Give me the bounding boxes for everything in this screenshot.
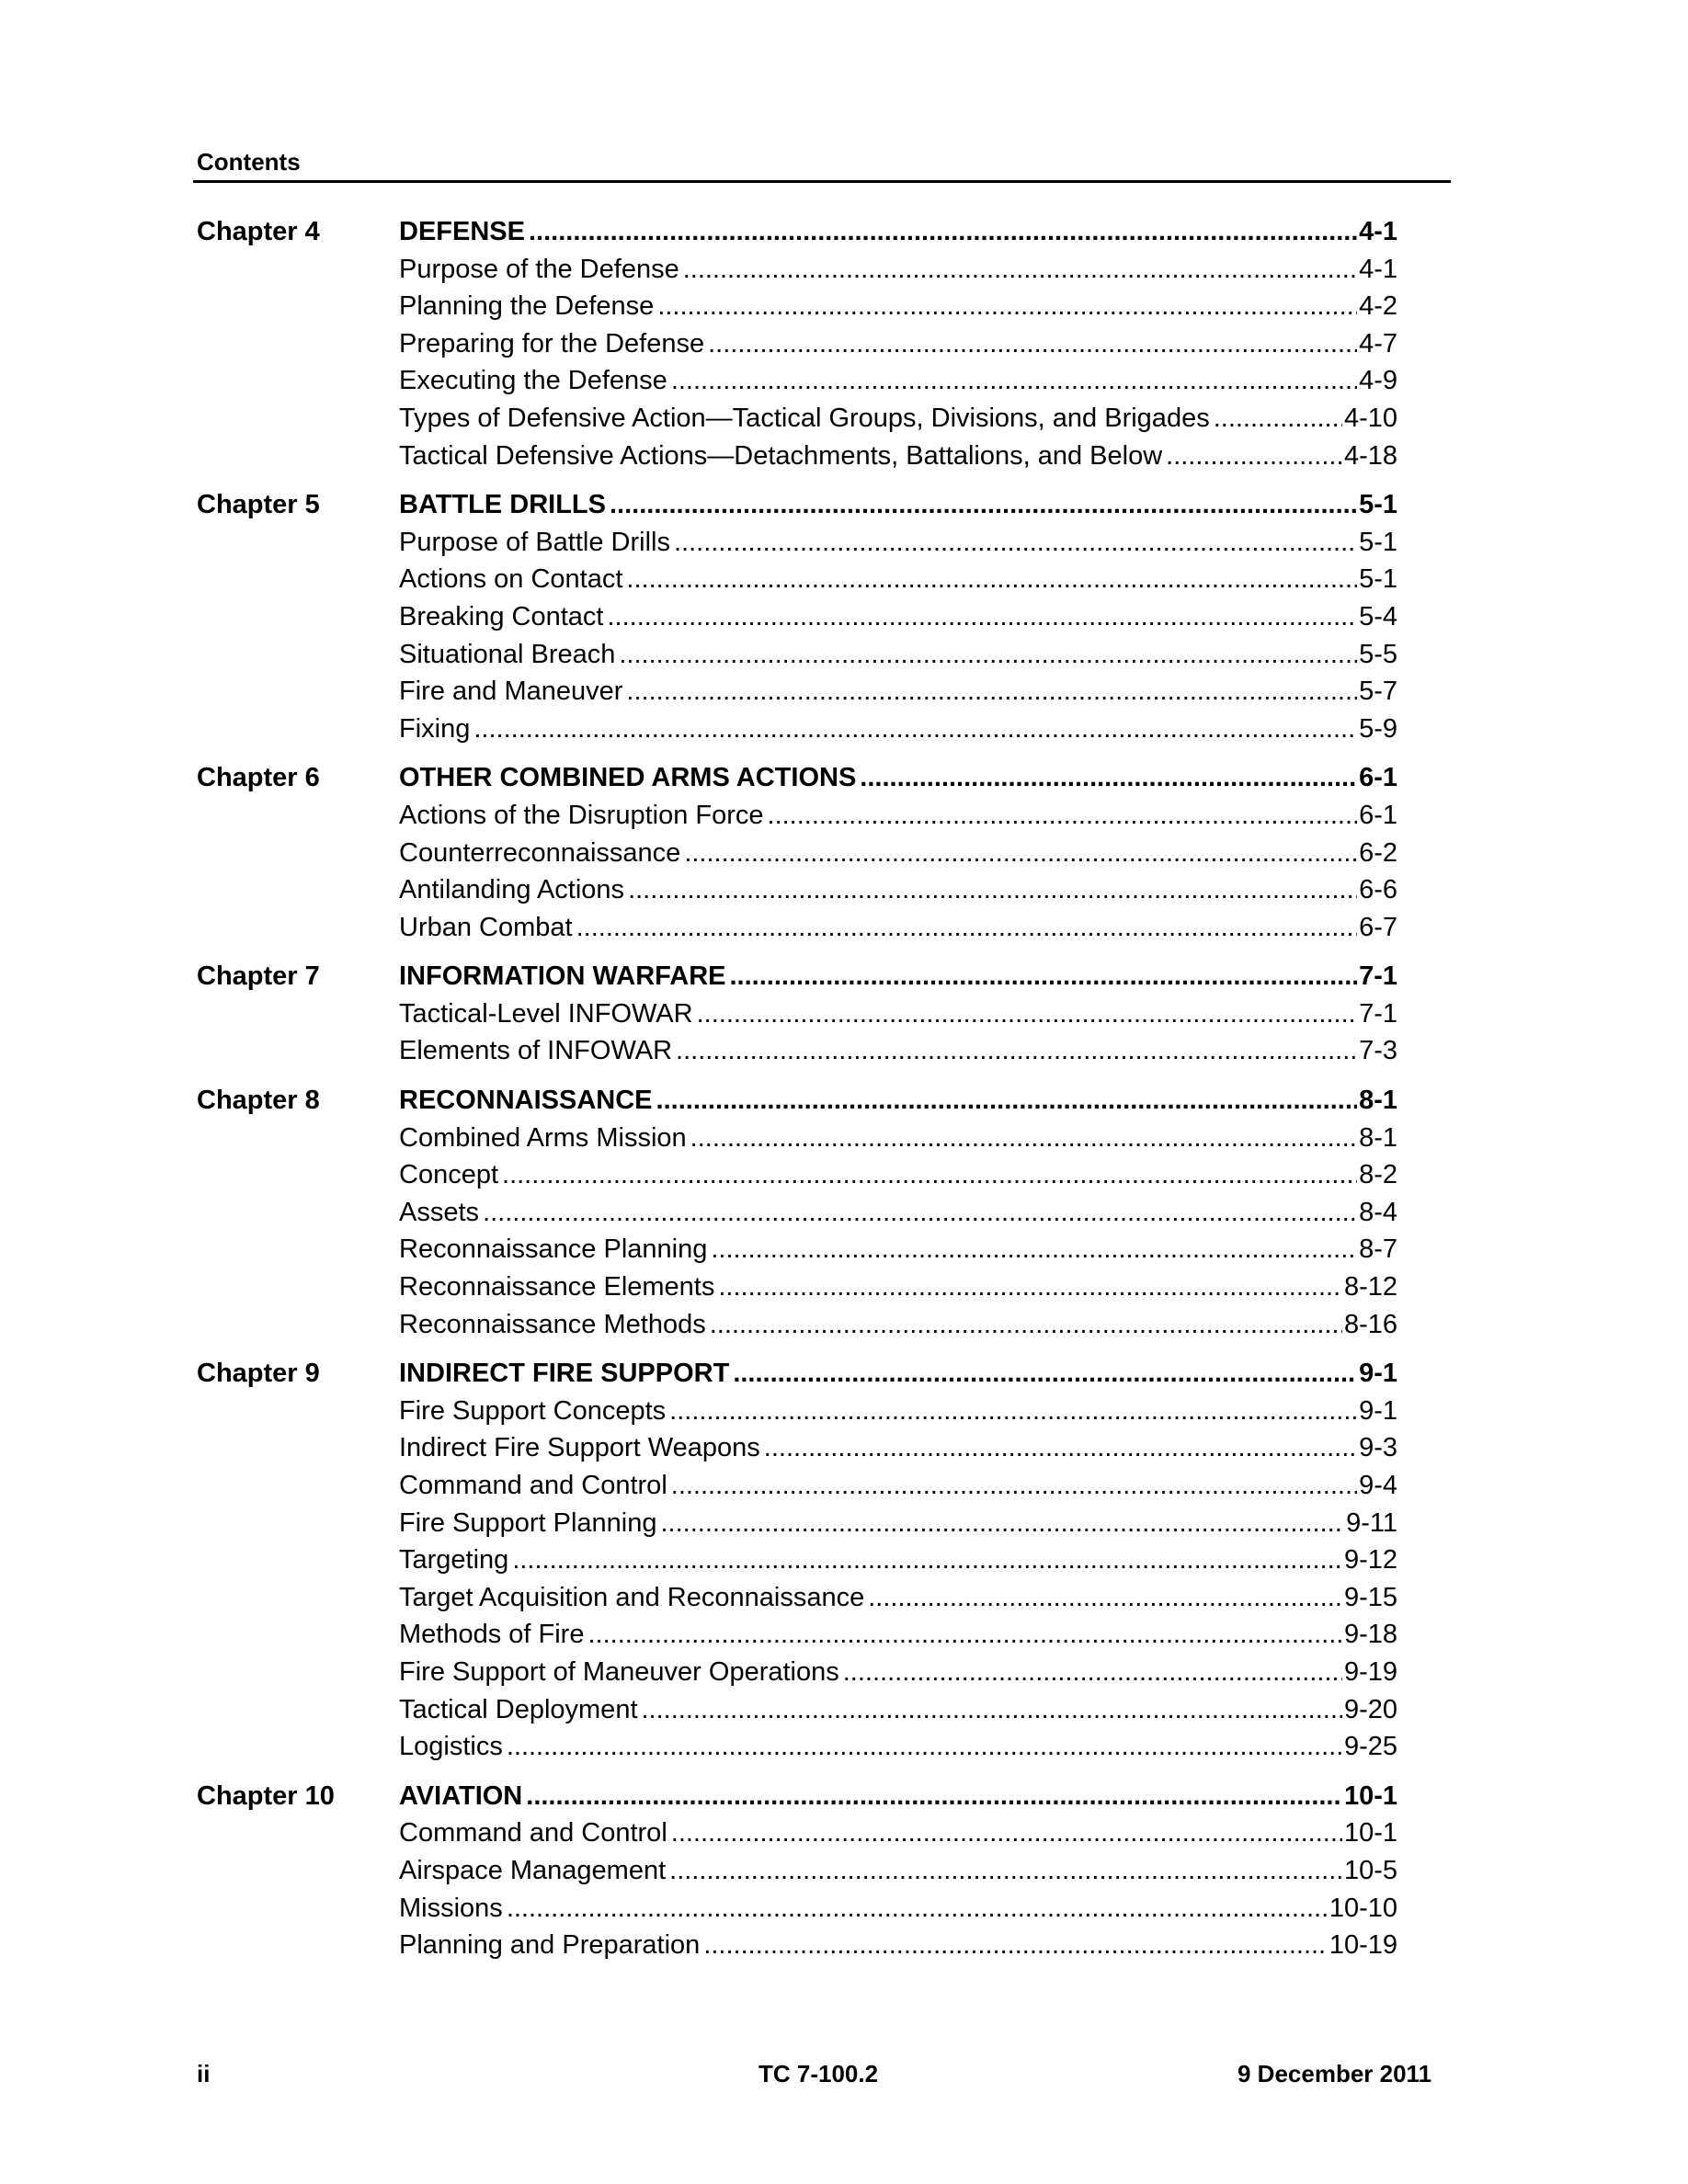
dot-leader bbox=[619, 636, 1357, 674]
table-of-contents bbox=[197, 213, 1397, 1976]
chapter-page-number: 7-1 bbox=[1359, 961, 1397, 992]
dot-leader bbox=[669, 1852, 1342, 1890]
toc-entry-link[interactable] bbox=[399, 1654, 1397, 1691]
entry-page-number: 5-4 bbox=[1359, 601, 1397, 631]
footer-document-id: TC 7-100.2 bbox=[758, 2060, 879, 2087]
entry-page-number: 9-18 bbox=[1343, 1620, 1397, 1650]
toc-entry-link[interactable] bbox=[399, 1194, 1397, 1232]
entry-title: Situational Breach bbox=[399, 639, 616, 669]
entry-page-number: 10-10 bbox=[1329, 1893, 1397, 1923]
dot-leader bbox=[730, 958, 1358, 995]
toc-entry-link[interactable] bbox=[399, 251, 1397, 289]
chapter-heading-link[interactable] bbox=[399, 1355, 1397, 1393]
toc-entry-link[interactable] bbox=[399, 1156, 1397, 1194]
toc-entry-link[interactable] bbox=[399, 1306, 1397, 1344]
dot-leader bbox=[843, 1654, 1342, 1691]
toc-entry-link[interactable] bbox=[399, 1616, 1397, 1654]
entry-page-number: 8-2 bbox=[1359, 1160, 1397, 1190]
chapter-entries bbox=[399, 486, 1397, 747]
chapter-heading-link[interactable] bbox=[399, 486, 1397, 524]
dot-leader bbox=[607, 598, 1357, 636]
entry-title: Reconnaissance Elements bbox=[399, 1272, 715, 1302]
toc-chapter bbox=[197, 1778, 1397, 1964]
dot-leader bbox=[502, 1156, 1357, 1194]
header-rule bbox=[193, 180, 1451, 183]
dot-leader bbox=[674, 524, 1357, 562]
entry-page-number: 5-9 bbox=[1359, 713, 1397, 744]
entry-page-number: 9-25 bbox=[1343, 1732, 1397, 1762]
toc-entry-link[interactable] bbox=[399, 438, 1397, 475]
dot-leader bbox=[512, 1541, 1342, 1579]
toc-entry-link[interactable] bbox=[399, 524, 1397, 562]
dot-leader bbox=[626, 673, 1357, 711]
entry-title: Tactical Deployment bbox=[399, 1694, 638, 1724]
entry-title: Combined Arms Mission bbox=[399, 1122, 687, 1153]
entry-page-number: 8-7 bbox=[1359, 1234, 1397, 1265]
dot-leader bbox=[1214, 400, 1342, 438]
chapter-entries bbox=[399, 759, 1397, 946]
entry-title: Reconnaissance Planning bbox=[399, 1234, 708, 1265]
toc-entry-link[interactable] bbox=[399, 1814, 1397, 1852]
dot-leader bbox=[529, 213, 1357, 251]
entry-page-number: 6-6 bbox=[1359, 875, 1397, 905]
entry-page-number: 9-4 bbox=[1359, 1471, 1397, 1500]
chapter-label: Chapter 8 bbox=[197, 1086, 320, 1116]
toc-entry-link[interactable] bbox=[399, 636, 1397, 674]
chapter-page-number: 5-1 bbox=[1359, 490, 1397, 520]
toc-entry-link[interactable] bbox=[399, 1728, 1397, 1766]
toc-entry-link[interactable] bbox=[399, 288, 1397, 325]
chapter-label: Chapter 10 bbox=[197, 1780, 335, 1811]
entry-page-number: 7-3 bbox=[1359, 1036, 1397, 1066]
dot-leader bbox=[661, 1505, 1345, 1542]
entry-page-number: 4-18 bbox=[1343, 440, 1397, 471]
entry-page-number: 9-15 bbox=[1343, 1582, 1397, 1612]
entry-page-number: 9-11 bbox=[1346, 1507, 1397, 1538]
toc-chapter bbox=[197, 213, 1397, 474]
chapter-page-number: 10-1 bbox=[1343, 1780, 1397, 1811]
entry-page-number: 8-16 bbox=[1343, 1309, 1397, 1339]
entry-page-number: 7-1 bbox=[1359, 998, 1397, 1029]
chapter-title: OTHER COMBINED ARMS ACTIONS bbox=[399, 763, 857, 793]
dot-leader bbox=[642, 1691, 1342, 1729]
chapter-title: AVIATION bbox=[399, 1780, 523, 1811]
chapter-title: RECONNAISSANCE bbox=[399, 1086, 653, 1116]
toc-entry-link[interactable] bbox=[399, 711, 1397, 748]
entry-title: Tactical-Level INFOWAR bbox=[399, 998, 693, 1029]
entry-page-number: 9-1 bbox=[1359, 1395, 1397, 1426]
toc-entry-link[interactable] bbox=[399, 1231, 1397, 1268]
entry-page-number: 4-1 bbox=[1359, 254, 1397, 284]
entry-title: Elements of INFOWAR bbox=[399, 1036, 673, 1066]
toc-chapter bbox=[197, 759, 1397, 946]
chapter-heading-link[interactable] bbox=[399, 759, 1397, 797]
dot-leader bbox=[683, 251, 1357, 289]
chapter-title: BATTLE DRILLS bbox=[399, 490, 606, 520]
entry-title: Planning and Preparation bbox=[399, 1930, 701, 1961]
chapter-entries bbox=[399, 213, 1397, 474]
entry-page-number: 4-7 bbox=[1359, 328, 1397, 358]
entry-title: Types of Defensive Action—Tactical Groups, Divisions, and Brigades bbox=[399, 403, 1210, 433]
dot-leader bbox=[610, 486, 1357, 524]
toc-entry-link[interactable] bbox=[399, 797, 1397, 835]
toc-entry-link[interactable] bbox=[399, 1393, 1397, 1430]
entry-title: Methods of Fire bbox=[399, 1620, 585, 1650]
entry-page-number: 10-1 bbox=[1343, 1818, 1397, 1848]
chapter-page-number: 4-1 bbox=[1359, 217, 1397, 246]
dot-leader bbox=[708, 325, 1357, 363]
dot-leader bbox=[703, 1927, 1328, 1964]
entry-title: Executing the Defense bbox=[399, 366, 667, 396]
chapter-label: Chapter 7 bbox=[197, 961, 320, 992]
chapter-page-number: 8-1 bbox=[1359, 1086, 1397, 1116]
dot-leader bbox=[697, 995, 1357, 1033]
entry-title: Missions bbox=[399, 1893, 503, 1923]
entry-title: Fixing bbox=[399, 713, 471, 744]
toc-entry-link[interactable] bbox=[399, 673, 1397, 711]
entry-page-number: 5-1 bbox=[1359, 527, 1397, 557]
chapter-entries bbox=[399, 1082, 1397, 1343]
entry-page-number: 8-4 bbox=[1359, 1197, 1397, 1227]
dot-leader bbox=[526, 1778, 1342, 1815]
entry-page-number: 5-1 bbox=[1359, 564, 1397, 595]
entry-page-number: 6-7 bbox=[1359, 912, 1397, 942]
entry-title: Urban Combat bbox=[399, 912, 573, 942]
entry-page-number: 6-2 bbox=[1359, 837, 1397, 868]
chapter-page-number: 9-1 bbox=[1359, 1359, 1397, 1389]
entry-page-number: 9-3 bbox=[1359, 1433, 1397, 1463]
entry-page-number: 6-1 bbox=[1359, 800, 1397, 830]
chapter-label: Chapter 6 bbox=[197, 763, 320, 793]
entry-title: Command and Control bbox=[399, 1818, 667, 1848]
entry-title: Planning the Defense bbox=[399, 291, 655, 322]
dot-leader bbox=[657, 288, 1357, 325]
toc-entry-link[interactable] bbox=[399, 909, 1397, 947]
chapter-heading-link[interactable] bbox=[399, 958, 1397, 995]
entry-title: Tactical Defensive Actions—Detachments, Battalions, and Below bbox=[399, 440, 1163, 471]
dot-leader bbox=[626, 561, 1357, 598]
dot-leader bbox=[671, 362, 1357, 400]
dot-leader bbox=[628, 871, 1357, 909]
entry-title: Purpose of Battle Drills bbox=[399, 527, 670, 557]
dot-leader bbox=[473, 711, 1357, 748]
entry-page-number: 5-7 bbox=[1359, 677, 1397, 707]
toc-entry-link[interactable] bbox=[399, 561, 1397, 598]
footer-page-number: ii bbox=[197, 2060, 211, 2087]
toc-chapter bbox=[197, 1082, 1397, 1343]
dot-leader bbox=[710, 1306, 1342, 1344]
chapter-entries bbox=[399, 1778, 1397, 1964]
chapter-entries bbox=[399, 958, 1397, 1070]
entry-title: Logistics bbox=[399, 1732, 503, 1762]
entry-title: Assets bbox=[399, 1197, 480, 1227]
toc-entry-link[interactable] bbox=[399, 1032, 1397, 1070]
entry-page-number: 5-5 bbox=[1359, 639, 1397, 669]
toc-entry-link[interactable] bbox=[399, 835, 1397, 872]
entry-page-number: 8-12 bbox=[1343, 1272, 1397, 1302]
entry-title: Purpose of the Defense bbox=[399, 254, 679, 284]
entry-page-number: 9-20 bbox=[1343, 1694, 1397, 1724]
dot-leader bbox=[507, 1728, 1342, 1766]
chapter-title: INDIRECT FIRE SUPPORT bbox=[399, 1359, 730, 1389]
dot-leader bbox=[768, 797, 1358, 835]
toc-entry-link[interactable] bbox=[399, 1541, 1397, 1579]
toc-entry-link[interactable] bbox=[399, 1505, 1397, 1542]
toc-entry-link[interactable] bbox=[399, 400, 1397, 438]
dot-leader bbox=[576, 909, 1357, 947]
toc-entry-link[interactable] bbox=[399, 598, 1397, 636]
entry-title: Concept bbox=[399, 1160, 499, 1190]
toc-entry-link[interactable] bbox=[399, 325, 1397, 363]
chapter-title: DEFENSE bbox=[399, 217, 525, 246]
toc-chapter bbox=[197, 486, 1397, 747]
toc-entry-link[interactable] bbox=[399, 1268, 1397, 1306]
dot-leader bbox=[711, 1231, 1357, 1268]
toc-entry-link[interactable] bbox=[399, 362, 1397, 400]
entry-title: Fire Support Concepts bbox=[399, 1395, 667, 1426]
toc-entry-link[interactable] bbox=[399, 1429, 1397, 1467]
entry-title: Command and Control bbox=[399, 1471, 667, 1500]
toc-entry-link[interactable] bbox=[399, 1927, 1397, 1964]
toc-chapter bbox=[197, 1355, 1397, 1766]
dot-leader bbox=[718, 1268, 1342, 1306]
toc-entry-link[interactable] bbox=[399, 1467, 1397, 1505]
entry-page-number: 9-19 bbox=[1343, 1656, 1397, 1687]
footer-date: 9 December 2011 bbox=[1237, 2060, 1432, 2087]
chapter-label: Chapter 4 bbox=[197, 217, 320, 246]
dot-leader bbox=[733, 1355, 1357, 1393]
toc-entry-link[interactable] bbox=[399, 871, 1397, 909]
entry-page-number: 4-10 bbox=[1343, 403, 1397, 433]
dot-leader bbox=[656, 1082, 1358, 1120]
toc-entry-link[interactable] bbox=[399, 1852, 1397, 1890]
entry-page-number: 10-19 bbox=[1329, 1930, 1397, 1961]
entry-title: Actions of the Disruption Force bbox=[399, 800, 764, 830]
toc-entry-link[interactable] bbox=[399, 1579, 1397, 1617]
entry-page-number: 9-12 bbox=[1343, 1545, 1397, 1575]
dot-leader bbox=[587, 1616, 1341, 1654]
entry-title: Actions on Contact bbox=[399, 564, 623, 595]
entry-title: Fire and Maneuver bbox=[399, 677, 623, 707]
running-header-label: Contents bbox=[197, 148, 301, 176]
dot-leader bbox=[690, 1120, 1357, 1157]
chapter-heading-link[interactable] bbox=[399, 1082, 1397, 1120]
dot-leader bbox=[868, 1579, 1342, 1617]
entry-page-number: 10-5 bbox=[1343, 1855, 1397, 1885]
toc-entry-link[interactable] bbox=[399, 1120, 1397, 1157]
chapter-label: Chapter 9 bbox=[197, 1359, 320, 1389]
entry-title: Reconnaissance Methods bbox=[399, 1309, 706, 1339]
dot-leader bbox=[764, 1429, 1357, 1467]
entry-title: Targeting bbox=[399, 1545, 509, 1575]
entry-page-number: 8-1 bbox=[1359, 1122, 1397, 1153]
chapter-entries bbox=[399, 1355, 1397, 1766]
dot-leader bbox=[507, 1890, 1328, 1928]
dot-leader bbox=[860, 759, 1357, 797]
dot-leader bbox=[483, 1194, 1357, 1232]
chapter-title: INFORMATION WARFARE bbox=[399, 961, 726, 992]
toc-entry-link[interactable] bbox=[399, 995, 1397, 1033]
dot-leader bbox=[676, 1032, 1357, 1070]
entry-title: Preparing for the Defense bbox=[399, 328, 705, 358]
dot-leader bbox=[684, 835, 1357, 872]
entry-title: Breaking Contact bbox=[399, 601, 604, 631]
chapter-page-number: 6-1 bbox=[1359, 763, 1397, 793]
dot-leader bbox=[1166, 438, 1342, 475]
dot-leader bbox=[671, 1467, 1357, 1505]
entry-page-number: 4-9 bbox=[1359, 366, 1397, 396]
entry-page-number: 4-2 bbox=[1359, 291, 1397, 322]
entry-title: Target Acquisition and Reconnaissance bbox=[399, 1582, 865, 1612]
dot-leader bbox=[671, 1814, 1342, 1852]
entry-title: Fire Support of Maneuver Operations bbox=[399, 1656, 839, 1687]
toc-chapter bbox=[197, 958, 1397, 1070]
entry-title: Airspace Management bbox=[399, 1855, 667, 1885]
entry-title: Counterreconnaissance bbox=[399, 837, 681, 868]
entry-title: Fire Support Planning bbox=[399, 1507, 657, 1538]
chapter-label: Chapter 5 bbox=[197, 490, 320, 520]
chapter-heading-link[interactable] bbox=[399, 1778, 1397, 1815]
toc-entry-link[interactable] bbox=[399, 1691, 1397, 1729]
entry-title: Indirect Fire Support Weapons bbox=[399, 1433, 760, 1463]
toc-entry-link[interactable] bbox=[399, 1890, 1397, 1928]
chapter-heading-link[interactable] bbox=[399, 213, 1397, 251]
dot-leader bbox=[669, 1393, 1357, 1430]
entry-title: Antilanding Actions bbox=[399, 875, 625, 905]
